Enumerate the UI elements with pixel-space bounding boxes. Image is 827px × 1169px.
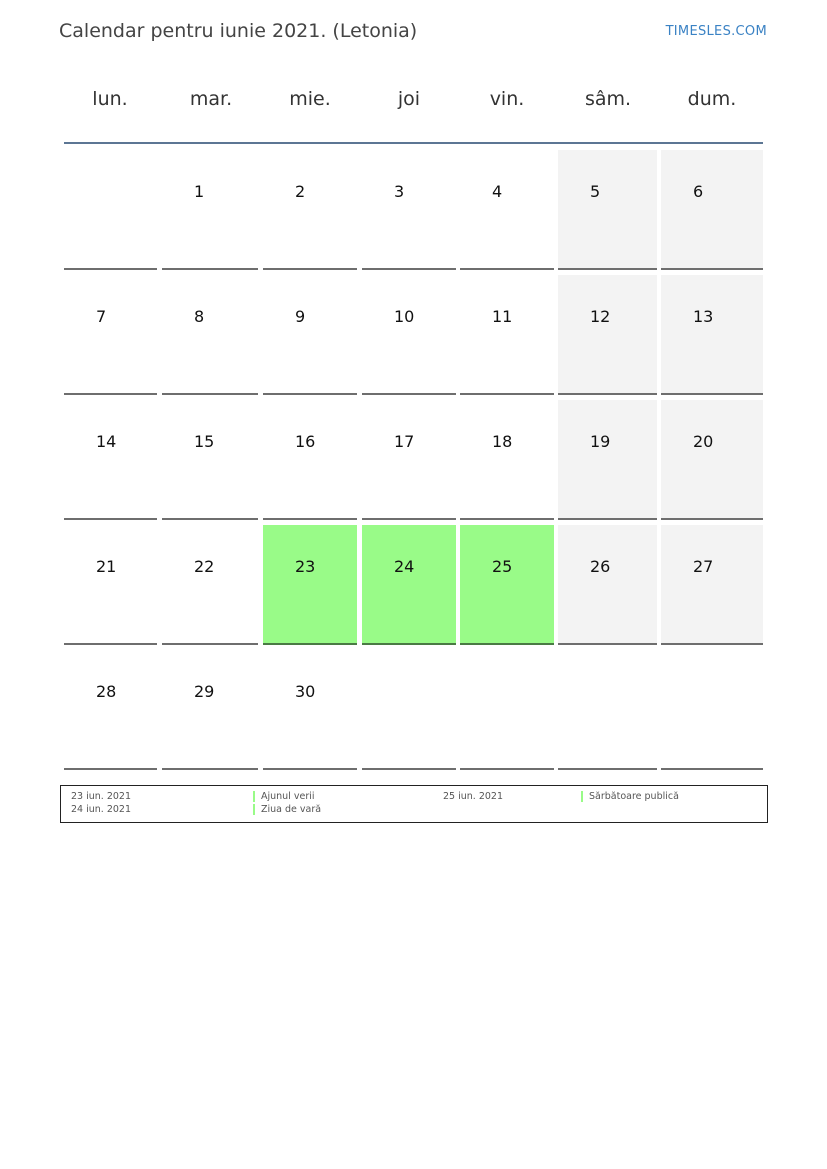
day-number: 18 [492, 432, 513, 451]
calendar-day-cell [64, 525, 157, 645]
calendar-day-cell [64, 275, 157, 395]
weekday-label: mie. [289, 88, 331, 110]
calendar-day-cell [162, 400, 258, 520]
weekday-label: dum. [687, 88, 737, 110]
holiday-color-marker [253, 791, 255, 802]
calendar-day-cell [263, 650, 357, 770]
day-number: 3 [394, 182, 405, 201]
day-number: 26 [590, 557, 611, 576]
calendar-day-cell [263, 150, 357, 270]
calendar-empty-cell [362, 650, 456, 770]
calendar-day-cell [64, 400, 157, 520]
day-number: 23 [295, 557, 316, 576]
holiday-color-marker [253, 804, 255, 815]
calendar-day-cell [558, 150, 657, 270]
day-number: 24 [394, 557, 415, 576]
day-number: 7 [96, 307, 107, 326]
day-number: 20 [693, 432, 714, 451]
legend-date: 24 iun. 2021 [71, 804, 132, 815]
calendar-day-cell [661, 400, 763, 520]
calendar-day-cell [362, 275, 456, 395]
calendar-day-cell [362, 150, 456, 270]
calendar-day-cell [162, 525, 258, 645]
day-number: 29 [194, 682, 215, 701]
day-number: 10 [394, 307, 415, 326]
day-number: 21 [96, 557, 117, 576]
legend-date: 23 iun. 2021 [71, 791, 132, 802]
holiday-legend [60, 785, 768, 823]
legend-holiday-name: Ziua de vară [261, 804, 322, 815]
calendar-day-cell [162, 275, 258, 395]
weekday-label: lun. [92, 88, 128, 110]
day-number: 5 [590, 182, 601, 201]
day-number: 25 [492, 557, 513, 576]
day-number: 30 [295, 682, 316, 701]
calendar-day-cell [162, 150, 258, 270]
day-number: 4 [492, 182, 503, 201]
calendar-day-cell [460, 275, 554, 395]
day-number: 28 [96, 682, 117, 701]
calendar-day-cell [263, 275, 357, 395]
day-number: 12 [590, 307, 611, 326]
weekday-label: joi [397, 88, 421, 110]
day-number: 6 [693, 182, 704, 201]
day-number: 15 [194, 432, 215, 451]
calendar-empty-cell [558, 650, 657, 770]
legend-holiday-name: Ajunul verii [261, 791, 315, 802]
calendar-day-cell [661, 150, 763, 270]
calendar-day-cell [661, 275, 763, 395]
calendar-day-cell [558, 275, 657, 395]
day-number: 19 [590, 432, 611, 451]
weekday-label: sâm. [584, 88, 632, 110]
calendar-day-cell [661, 525, 763, 645]
day-number: 2 [295, 182, 306, 201]
weekday-label: mar. [189, 88, 233, 110]
day-number: 27 [693, 557, 714, 576]
calendar-day-cell [460, 525, 554, 645]
calendar-day-cell [558, 525, 657, 645]
day-number: 22 [194, 557, 215, 576]
calendar-day-cell [162, 650, 258, 770]
calendar-empty-cell [661, 650, 763, 770]
calendar-day-cell [362, 400, 456, 520]
legend-holiday-name: Sărbătoare publică [589, 791, 679, 802]
day-number: 13 [693, 307, 714, 326]
calendar-day-cell [64, 650, 157, 770]
day-number: 9 [295, 307, 306, 326]
day-number: 11 [492, 307, 513, 326]
calendar-day-cell [460, 150, 554, 270]
site-link[interactable]: TIMESLES.COM [665, 24, 767, 39]
day-number: 8 [194, 307, 205, 326]
holiday-color-marker [581, 791, 583, 802]
day-number: 16 [295, 432, 316, 451]
day-number: 14 [96, 432, 117, 451]
calendar-day-cell [263, 400, 357, 520]
calendar-day-cell [263, 525, 357, 645]
page-title: Calendar pentru iunie 2021. (Letonia) [59, 20, 418, 42]
day-number: 1 [194, 182, 205, 201]
calendar-empty-cell [64, 150, 157, 270]
calendar-day-cell [362, 525, 456, 645]
calendar-day-cell [460, 400, 554, 520]
day-number: 17 [394, 432, 415, 451]
weekday-label: vin. [489, 88, 525, 110]
legend-date: 25 iun. 2021 [443, 791, 504, 802]
calendar-empty-cell [460, 650, 554, 770]
calendar-day-cell [558, 400, 657, 520]
